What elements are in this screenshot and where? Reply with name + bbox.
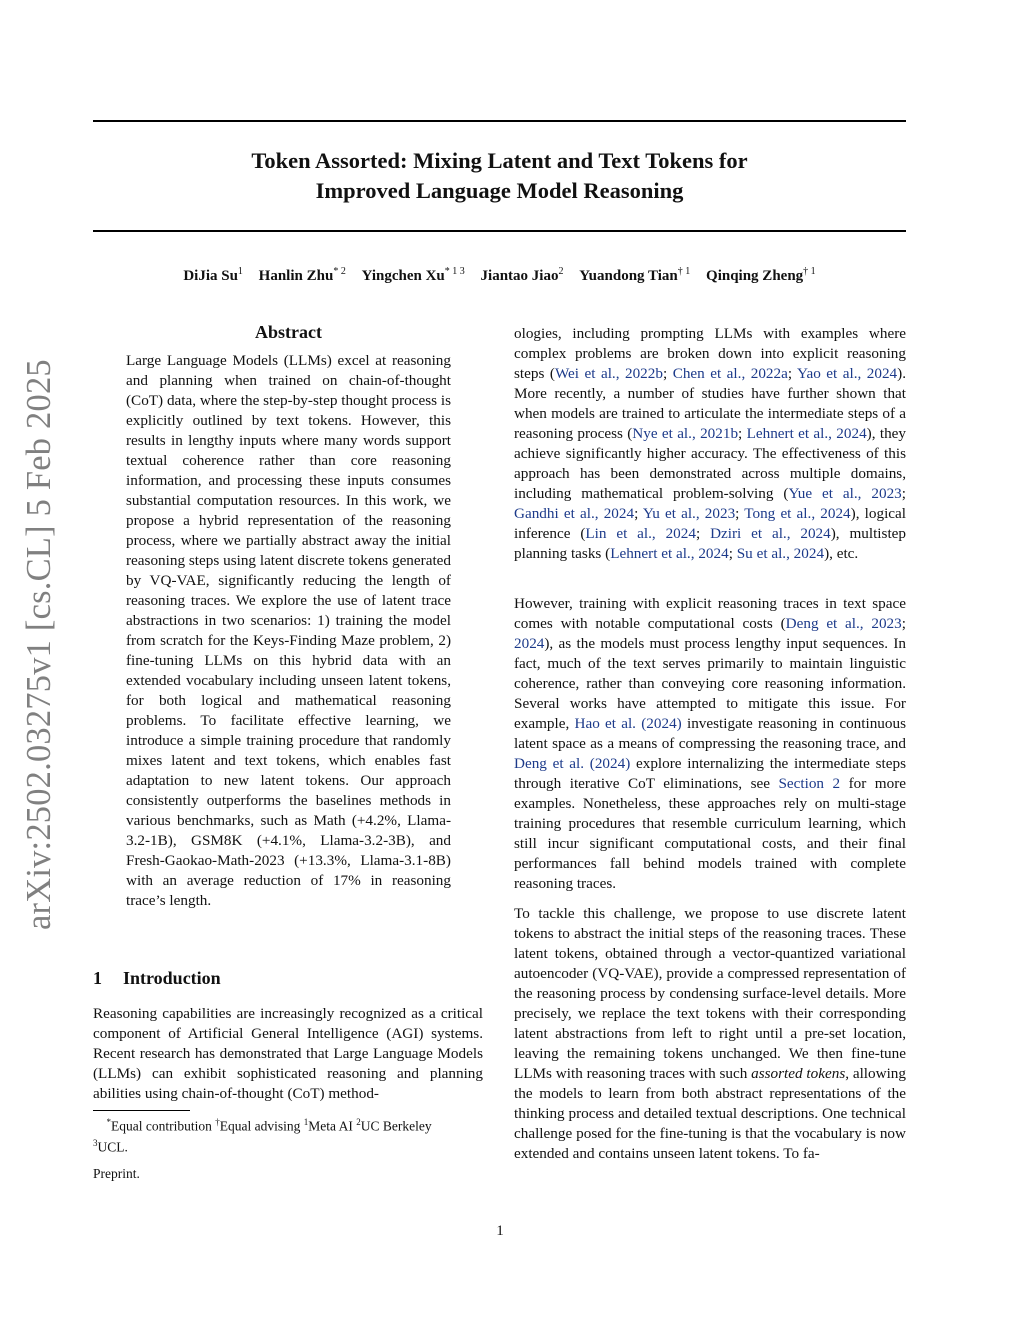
intro-paragraph-1-right: ologies, including prompting LLMs with examples where complex problems are broken down into explicit reasoning steps (Wei et al., 2022b; Chen et al., 2022a; Yao et al., 2024). More recently, a number of studies have further shown that when models are trained to articulate the intermediate steps of a reasoning process (Nye et al., 2021b; Lehnert et al., 2024), they achieve significantly higher accuracy. The effectiveness of this approach has been demonstrated across multiple domains, including mathematical problem-solving (Yue et al., 2023; Gandhi et al., 2024; Yu et al., 2023; Tong et al., 2024), logical inference (Lin et al., 2024; Dziri et al., 2024), multistep planning tasks (Lehnert et al., 2024; Su et al., 2024), etc. <box>514 325 907 562</box>
author: Yuandong Tian$^{\dagger 1}$ <box>579 266 691 284</box>
citation-link[interactable]: (2024) <box>589 755 631 772</box>
section-number: 1 <box>93 968 102 988</box>
title-line-2: Improved Language Model Reasoning <box>315 178 684 203</box>
citation-link[interactable]: 2024 <box>514 635 545 652</box>
citation-link[interactable]: Lehnert et al., 2024 <box>746 425 867 442</box>
citation-link[interactable]: Lin et al., 2024 <box>585 525 696 542</box>
intro-paragraph-1-left: Reasoning capabilities are increasingly recognized as a critical component of Artificial General Intelligence (AGI) systems. Recent research has demonstrated that Large Language Models (LLMs) can exhibit sophisticated reasoning and planning abilities using chain-of-thought (CoT) method- <box>93 1005 483 1102</box>
citation-link[interactable]: Lehnert et al., 2024 <box>610 545 729 562</box>
author: Qinqing Zheng$^{\dagger 1}$ <box>706 266 816 284</box>
citation-link[interactable]: Hao et al. <box>574 715 636 732</box>
citation-link[interactable]: Deng et al., 2023 <box>785 615 902 632</box>
citation-link[interactable]: (2024) <box>641 715 682 732</box>
section-heading-introduction <box>93 968 483 989</box>
citation-link[interactable]: Yue et al., 2023 <box>788 485 902 502</box>
footnote: *Equal contribution †Equal advising $^1$Meta AI $^2$UC Berkeley $^3$UCL. <box>93 1117 432 1154</box>
footnote-rule <box>93 1110 190 1111</box>
citation-link[interactable]: Yao et al., 2024 <box>797 365 898 382</box>
author-list <box>93 266 906 285</box>
intro-paragraph-2: However, training with explicit reasoning traces in text space comes with notable computational costs (Deng et al., 2023; 2024), as the models must process lengthy input sequences. In fact, much of the text serves primarily to maintain linguistic coherence, rather than conveying core reasoning information. Several works have attempted to mitigate this issue. For example, Hao et al. (2024) investigate reasoning in continuous latent space as a means of compressing the reasoning trace, and Deng et al. (2024) explore internalizing the intermediate steps through iterative CoT eliminations, see Section 2 for more examples. Nonetheless, these approaches rely on multi-stage training procedures that resemble curriculum learning, which still incur significant computational costs, and their final performances fall behind models trained with complete reasoning traces. <box>514 595 906 892</box>
citation-link[interactable]: Deng et al. <box>514 755 585 772</box>
author: Hanlin Zhu$^{* 2}$ <box>258 266 346 284</box>
page-number: 1 <box>496 1223 504 1239</box>
intro-paragraph-3: To tackle this challenge, we propose to use discrete latent tokens to abstract the initial steps of the reasoning traces. These latent tokens, obtained through a vector-quantized variational autoencoder (VQ-VAE), provide a compressed representation of the reasoning process by condensing surface-level details. More precisely, we replace the text tokens with their corresponding latent abstractions from left to right until a pre-set location, leaving the remaining tokens unchanged. We then fine-tune LLMs with reasoning traces with such assorted tokens, allowing the models to learn from both abstract representations of the thinking process and detailed textual descriptions. One technical challenge posed for the fine-tuning is that the vocabulary is now extended and contains unseen latent tokens. To fa- <box>514 905 906 1162</box>
author: Jiantao Jiao$^2$ <box>480 266 564 284</box>
title-line-1: Token Assorted: Mixing Latent and Text Tokens for <box>251 148 748 173</box>
citation-link[interactable]: Yu et al., 2023 <box>642 505 736 522</box>
bottom-rule <box>93 230 906 232</box>
section-link[interactable]: Section 2 <box>778 775 841 792</box>
section-title: Introduction <box>123 968 221 988</box>
citation-link[interactable]: Chen et al., 2022a <box>672 365 788 382</box>
abstract-text: Large Language Models (LLMs) excel at reasoning and planning when trained on chain-of-thought (CoT) data, where the step-by-step thought process is explicitly outlined by text tokens. However, this results in lengthy inputs where many words support textual coherence rather than core reasoning information, and processing these inputs consumes substantial computation resources. In this work, we propose a hybrid representation of the reasoning process, where we partially abstract away the initial reasoning steps using latent discrete tokens generated by VQ-VAE, significantly reducing the length of reasoning traces. We explore the use of latent trace abstractions in two scenarios: 1) training the model from scratch for the Keys-Finding Maze problem, 2) fine-tuning LLMs on this hybrid data with an extended vocabulary including unseen latent tokens, for both logical and mathematical reasoning problems. To facilitate effective learning, we introduce a simple training procedure that randomly mixes latent and text tokens, which enables fast adaptation to new latent tokens. Our approach consistently outperforms the baselines methods in various benchmarks, such as Math (+4.2%, Llama-3.2-1B), GSM8K (+4.1%, Llama-3.2-3B), and Fresh-Gaokao-Math-2023 (+13.3%, Llama-3.1-8B) with an average reduction of 17% in reasoning trace’s length. <box>126 352 451 909</box>
arxiv-stamp: arXiv:2502.03275v1 [cs.CL] 5 Feb 2025 <box>20 359 58 930</box>
citation-link[interactable]: Su et al., 2024 <box>736 545 825 562</box>
top-rule <box>93 120 906 122</box>
author: DiJia Su$^1$ <box>183 266 243 284</box>
citation-link[interactable]: Dziri et al., 2024 <box>710 525 831 542</box>
author: Yingchen $Xu^{* 1 3}$ <box>361 266 465 284</box>
abstract-heading: Abstract <box>255 322 322 342</box>
citation-link[interactable]: Gandhi et al., 2024 <box>514 505 635 522</box>
citation-link[interactable]: Nye et al., 2021b <box>632 425 739 442</box>
preprint-note: Preprint. <box>93 1166 140 1181</box>
citation-link[interactable]: Wei et al., 2022b <box>554 365 663 382</box>
citation-link[interactable]: Tong et al., 2024 <box>744 505 851 522</box>
paper-title <box>93 146 906 206</box>
